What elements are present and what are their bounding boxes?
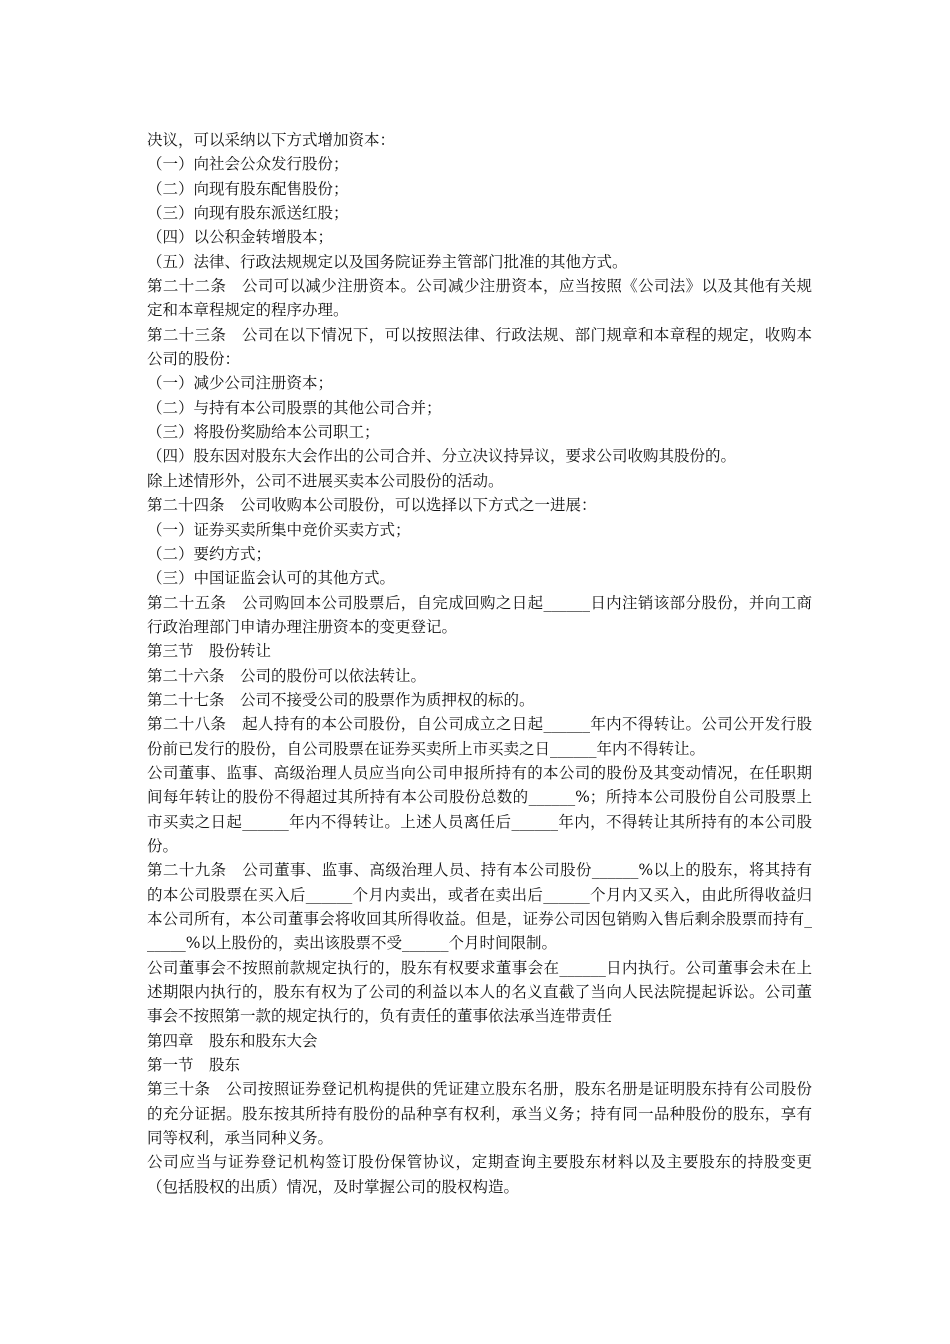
list-item: （二）与持有本公司股票的其他公司合并； [147, 398, 442, 417]
list-item: （四）以公积金转增股本； [147, 228, 334, 247]
article-26: 第二十六条 公司的股份可以依法转让。 [147, 666, 427, 685]
section-heading: 第三节 股份转让 [147, 642, 272, 661]
paragraph: 除上述情形外，公司不进展买卖本公司股份的活动。 [147, 471, 504, 490]
chapter-heading: 第四章 股东和股东大会 [147, 1031, 318, 1050]
paragraph: 公司应当与证券登记机构签订股份保管协议，定期查询主要股东材料以及主要股东的持股变更（包括股权的出质）情况，及时掌握公司的股权构造。 [147, 1153, 812, 1196]
list-item: （三）中国证监会认可的其他方式。 [147, 569, 396, 588]
list-item: （二）向现有股东配售股份； [147, 179, 349, 198]
article-24: 第二十四条 公司收购本公司股份，可以选择以下方式之一进展： [147, 496, 597, 515]
section-heading: 第一节 股东 [147, 1056, 241, 1075]
list-item: （一）向社会公众发行股份； [147, 155, 349, 174]
article-27: 第二十七条 公司不接受公司的股票作为质押权的标的。 [147, 690, 535, 709]
document-body [147, 128, 812, 1199]
article-30: 第三十条 公司按照证券登记机构提供的凭证建立股东名册，股东名册是证明股东持有公司股份的充分证据。股东按其所持有股份的品种享有权利，承当义务；持有同一品种股份的股东，享有同等权利，承当同种义务。 [147, 1080, 812, 1148]
article-28: 第二十八条 起人持有的本公司股份，自公司成立之日起______年内不得转让。公司公开发行股份前已发行的股份，自公司股票在证券买卖所上市买卖之日______年内不得转让。 [147, 715, 812, 758]
article-25: 第二十五条 公司购回本公司股票后，自完成回购之日起______日内注销该部分股份，并向工商行政治理部门申请办理注册资本的变更登记。 [147, 593, 812, 636]
paragraph: 决议，可以采纳以下方式增加资本： [147, 131, 396, 149]
list-item: （一）证券买卖所集中竞价买卖方式； [147, 520, 411, 539]
list-item: （三）将股份奖励给本公司职工； [147, 423, 380, 442]
list-item: （一）减少公司注册资本； [147, 374, 334, 393]
list-item: （四）股东因对股东大会作出的公司合并、分立决议持异议，要求公司收购其股份的。 [147, 447, 737, 466]
article-29: 第二十九条 公司董事、监事、高级治理人员、持有本公司股份______%以上的股东，将其持有的本公司股票在买入后______个月内卖出，或者在卖出后______个月内又买入，由此所得收益归本公司所有，本公司董事会将收回其所得收益。但是，证券公司因包销购入售后剩余股票而持有______%以上股份的，卖出该股票不受______个月时间限制。 [147, 861, 812, 953]
paragraph: 公司董事会不按照前款规定执行的，股东有权要求董事会在______日内执行。公司董事会未在上述期限内执行的，股东有权为了公司的利益以本人的名义直截了当向人民法院提起诉讼。公司董事会不按照第一款的规定执行的，负有责任的董事依法承当连带责任 [147, 958, 812, 1026]
list-item: （二）要约方式； [147, 544, 272, 563]
list-item: （三）向现有股东派送红股； [147, 204, 349, 223]
list-item: （五）法律、行政法规规定以及国务院证券主管部门批准的其他方式。 [147, 252, 628, 271]
article-23: 第二十三条 公司在以下情况下，可以按照法律、行政法规、部门规章和本章程的规定，收购本公司的股份： [147, 325, 812, 369]
article-22: 第二十二条 公司可以减少注册资本。公司减少注册资本，应当按照《公司法》以及其他有关规定和本章程规定的程序办理。 [147, 277, 812, 320]
paragraph: 公司董事、监事、高级治理人员应当向公司申报所持有的本公司的股份及其变动情况，在任职期间每年转让的股份不得超过其所持有本公司股份总数的______%；所持本公司股份自公司股票上市买卖之日起______年内不得转让。上述人员离任后______年内，不得转让其所持有的本公司股份。 [147, 763, 812, 855]
